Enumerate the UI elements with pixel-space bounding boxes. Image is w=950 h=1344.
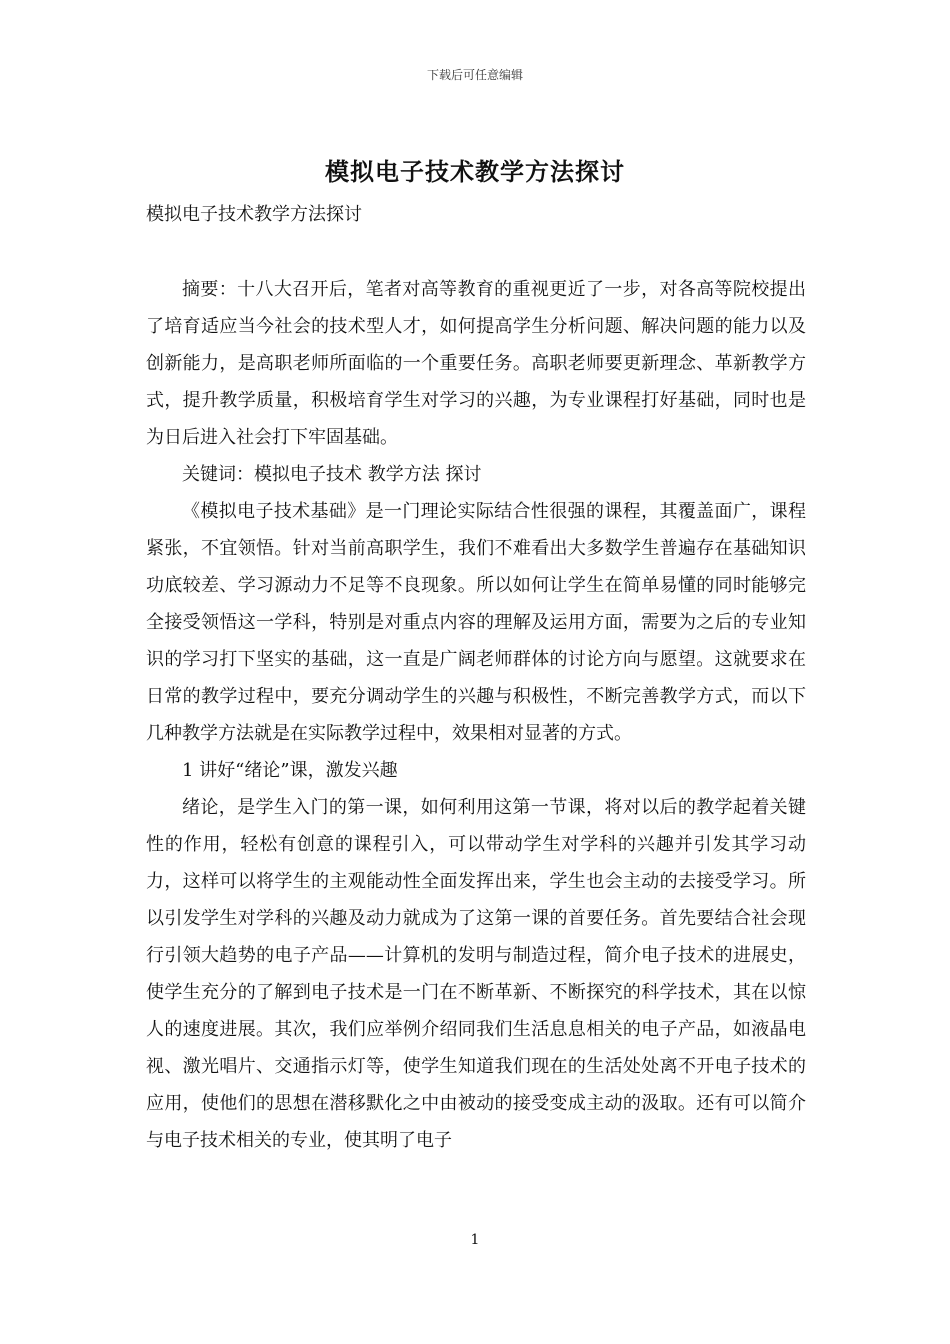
- page-number: 1: [470, 1232, 480, 1248]
- document-subtitle: 模拟电子技术教学方法探讨: [146, 204, 362, 225]
- document-body: [146, 271, 806, 1159]
- section-paragraph: 绪论，是学生入门的第一课，如何利用这第一节课，将对以后的教学起着关键性的作用，轻松有创意的课程引入，可以带动学生对学科的兴趣并引发其学习动力，这样可以将学生的主观能动性全面发挥出来，学生也会主动的去接受学习。所以引发学生对学科的兴趣及动力就成为了这第一课的首要任务。首先要结合社会现行引领大趋势的电子产品——计算机的发明与制造过程，简介电子技术的进展史，使学生充分的了解到电子技术是一门在不断革新、不断探究的科学技术，其在以惊人的速度进展。其次，我们应举例介绍同我们生活息息相关的电子产品，如液晶电视、激光唱片、交通指示灯等，使学生知道我们现在的生活处处离不开电子技术的应用，使他们的思想在潜移默化之中由被动的接受变成主动的汲取。还有可以简介与电子技术相关的专业，使其明了电子: [146, 797, 806, 1151]
- header-note: 下载后可任意编辑: [426, 68, 523, 82]
- section-heading: 1 讲好“绪论”课，激发兴趣: [182, 760, 398, 781]
- keywords-paragraph: 关键词：模拟电子技术 教学方法 探讨: [182, 464, 482, 485]
- abstract-paragraph: 摘要：十八大召开后，笔者对高等教育的重视更近了一步，对各高等院校提出了培育适应当今社会的技术型人才，如何提高学生分析问题、解决问题的能力以及创新能力，是高职老师所面临的一个重要任务。高职老师要更新理念、革新教学方式，提升教学质量，积极培育学生对学习的兴趣，为专业课程打好基础，同时也是为日后进入社会打下牢固基础。: [146, 279, 806, 448]
- document-title: 模拟电子技术教学方法探讨: [325, 157, 625, 186]
- intro-paragraph: 《模拟电子技术基础》是一门理论实际结合性很强的课程，其覆盖面广，课程紧张，不宜领悟。针对当前高职学生，我们不难看出大多数学生普遍存在基础知识功底较差、学习源动力不足等不良现象。所以如何让学生在简单易懂的同时能够完全接受领悟这一学科，特别是对重点内容的理解及运用方面，需要为之后的专业知识的学习打下坚实的基础，这一直是广阔老师群体的讨论方向与愿望。这就要求在日常的教学过程中，要充分调动学生的兴趣与积极性，不断完善教学方式，而以下几种教学方法就是在实际教学过程中，效果相对显著的方式。: [146, 501, 806, 744]
